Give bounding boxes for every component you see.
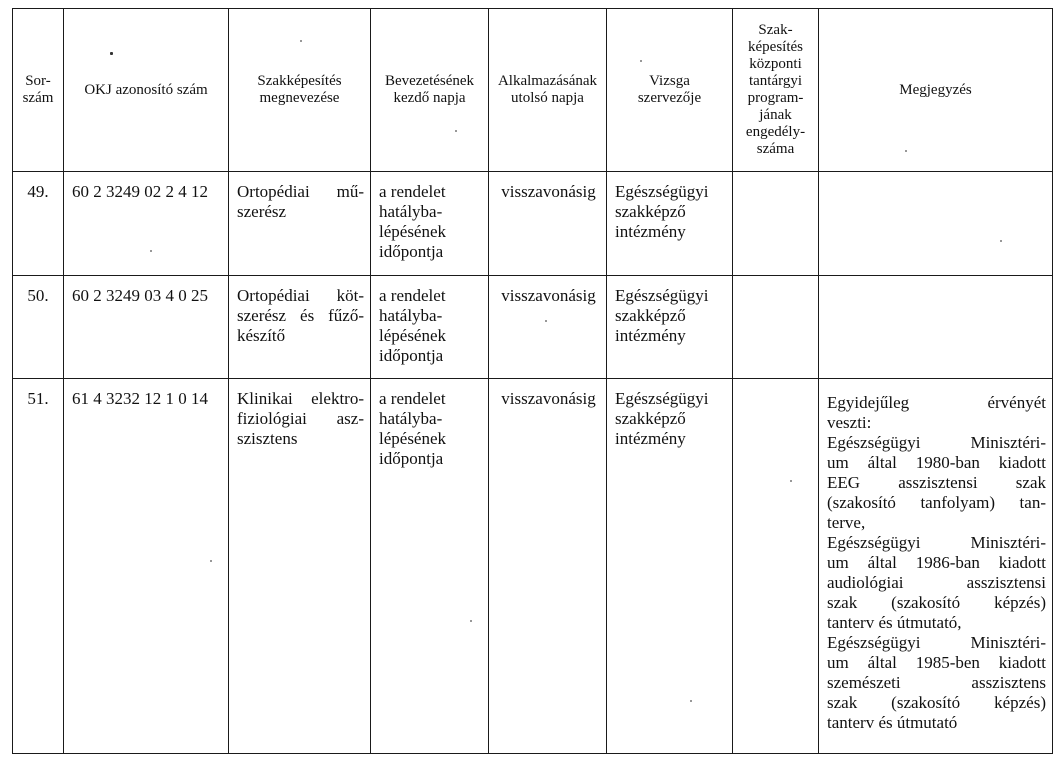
cell-megnevezes-line: Ortopédiai mű- xyxy=(237,182,364,201)
cell-megnevezes-line: fiziológiai asz- xyxy=(237,409,364,428)
table-row xyxy=(13,276,1053,379)
header-program xyxy=(733,9,819,172)
note-line: Egészségügyi Minisztéri- xyxy=(827,433,1046,452)
cell-vizsga xyxy=(607,172,733,276)
cell-bevezetes-line: hatályba- xyxy=(379,202,443,221)
cell-megnevezes xyxy=(229,276,371,379)
header-bevezetes-line: Bevezetésének xyxy=(384,73,475,89)
cell-vizsga-line: szakképző xyxy=(615,306,686,325)
cell-megjegyzes xyxy=(819,172,1053,276)
header-megnevezes-line: megnevezése xyxy=(259,90,340,106)
cell-bevezetes-line: hatályba- xyxy=(379,306,443,325)
cell-bevezetes xyxy=(371,172,489,276)
scan-speck xyxy=(1000,240,1002,242)
cell-vizsga-line: szakképző xyxy=(615,409,686,428)
cell-bevezetes-line: a rendelet xyxy=(379,182,446,201)
cell-vizsga xyxy=(607,276,733,379)
header-bevezetes xyxy=(371,9,489,172)
cell-bevezetes-line: lépésének xyxy=(379,326,447,345)
cell-megjegyzes xyxy=(819,276,1053,379)
note-line: tanterv és útmutató xyxy=(827,713,958,732)
scan-speck xyxy=(690,700,692,702)
header-alkalmazas-line: utolsó napja xyxy=(511,90,584,106)
cell-vizsga-line: intézmény xyxy=(615,429,686,448)
header-program-line: program- xyxy=(747,90,804,106)
header-bevezetes-line: kezdő napja xyxy=(393,90,466,106)
cell-megnevezes-line: Klinikai elektro- xyxy=(237,389,364,408)
cell-vizsga-line: Egészségügyi xyxy=(615,286,709,305)
note-line: EEG asszisztensi szak xyxy=(827,473,1046,492)
cell-bevezetes-line: időpontja xyxy=(379,449,444,468)
header-vizsga xyxy=(607,9,733,172)
note-line: um által 1986-ban kiadott xyxy=(827,553,1046,572)
scan-speck xyxy=(640,60,642,62)
header-program-line: képesítés xyxy=(748,39,803,55)
cell-vizsga-line: Egészségügyi xyxy=(615,389,709,408)
cell-vizsga-line: Egészségügyi xyxy=(615,182,709,201)
cell-bevezetes xyxy=(371,379,489,754)
header-sorszam-line: Sor- xyxy=(25,73,51,89)
header-megjegyzes xyxy=(819,9,1053,172)
cell-vizsga xyxy=(607,379,733,754)
header-megjegyzes-label: Megjegyzés xyxy=(899,81,972,98)
header-program-line: tantárgyi xyxy=(748,73,803,89)
note-line: terve, xyxy=(827,513,866,532)
cell-bevezetes-line: a rendelet xyxy=(379,389,446,408)
cell-okj: 61 4 3232 12 1 0 14 xyxy=(64,379,229,754)
cell-megnevezes-line: szerész xyxy=(237,202,287,221)
note-line: szak (szakosító képzés) xyxy=(827,693,1046,712)
cell-program xyxy=(733,379,819,754)
note-line: Egyidejűleg érvényét xyxy=(827,393,1046,412)
okj-qualification-table xyxy=(12,8,1053,754)
scan-speck xyxy=(905,150,907,152)
header-program-line: jának xyxy=(759,107,792,123)
note-line: um által 1985-ben kiadott xyxy=(827,653,1046,672)
note-line: um által 1980-ban kiadott xyxy=(827,453,1046,472)
cell-bevezetes-line: a rendelet xyxy=(379,286,446,305)
scan-speck xyxy=(150,250,152,252)
header-alkalmazas xyxy=(489,9,607,172)
note-line: Egészségügyi Minisztéri- xyxy=(827,533,1046,552)
cell-megnevezes-line: készítő xyxy=(237,326,286,345)
cell-vizsga-line: intézmény xyxy=(615,326,686,345)
scan-speck xyxy=(470,620,472,622)
header-sorszam xyxy=(13,9,64,172)
cell-bevezetes-line: lépésének xyxy=(379,429,447,448)
cell-megnevezes xyxy=(229,172,371,276)
note-line: Egészségügyi Minisztéri- xyxy=(827,633,1046,652)
cell-bevezetes-line: időpontja xyxy=(379,346,444,365)
cell-alkalmazas: visszavonásig xyxy=(489,276,607,379)
cell-megjegyzes xyxy=(819,379,1053,754)
header-program-line: száma xyxy=(756,141,795,157)
cell-alkalmazas: visszavonásig xyxy=(489,379,607,754)
note-line: tanterv és útmutató, xyxy=(827,613,962,632)
cell-bevezetes-line: lépésének xyxy=(379,222,447,241)
cell-megnevezes xyxy=(229,379,371,754)
cell-program xyxy=(733,172,819,276)
scan-speck xyxy=(300,40,302,42)
table-header-row xyxy=(13,9,1053,172)
header-megnevezes xyxy=(229,9,371,172)
cell-vizsga-line: szakképző xyxy=(615,202,686,221)
table-row xyxy=(13,172,1053,276)
header-alkalmazas-line: Alkalmazásának xyxy=(497,73,598,89)
note-line: (szakosító tanfolyam) tan- xyxy=(827,493,1046,512)
note-line: szemészeti asszisztens xyxy=(827,673,1046,692)
cell-alkalmazas: visszavonásig xyxy=(489,172,607,276)
table-row xyxy=(13,379,1053,754)
note-line: szak (szakosító képzés) xyxy=(827,593,1046,612)
scan-speck xyxy=(210,560,212,562)
cell-sorszam: 51. xyxy=(13,379,64,754)
cell-bevezetes-line: hatályba- xyxy=(379,409,443,428)
scan-speck xyxy=(545,320,547,322)
cell-megnevezes-line: szerész és fűző- xyxy=(237,306,364,325)
header-megnevezes-line: Szakképesítés xyxy=(257,73,342,89)
cell-vizsga-line: intézmény xyxy=(615,222,686,241)
header-program-line: Szak- xyxy=(758,22,793,38)
cell-program xyxy=(733,276,819,379)
cell-megnevezes-line: Ortopédiai köt- xyxy=(237,286,364,305)
cell-sorszam: 50. xyxy=(13,276,64,379)
scan-speck xyxy=(110,52,113,55)
note-line: audiológiai asszisztensi xyxy=(827,573,1046,592)
header-okj xyxy=(64,9,229,172)
cell-okj: 60 2 3249 03 4 0 25 xyxy=(64,276,229,379)
header-program-line: engedély- xyxy=(745,124,806,140)
header-vizsga-line: szervezője xyxy=(637,90,702,106)
cell-bevezetes-line: időpontja xyxy=(379,242,444,261)
cell-megnevezes-line: szisztens xyxy=(237,429,298,448)
scan-speck xyxy=(790,480,792,482)
cell-okj: 60 2 3249 02 2 4 12 xyxy=(64,172,229,276)
header-vizsga-line: Vizsga xyxy=(649,73,690,89)
cell-sorszam: 49. xyxy=(13,172,64,276)
header-okj-label: OKJ azonosító szám xyxy=(84,81,208,98)
cell-bevezetes xyxy=(371,276,489,379)
scan-speck xyxy=(455,130,457,132)
note-line: veszti: xyxy=(827,413,872,432)
header-sorszam-line: szám xyxy=(22,90,54,106)
header-program-line: központi xyxy=(749,56,802,72)
